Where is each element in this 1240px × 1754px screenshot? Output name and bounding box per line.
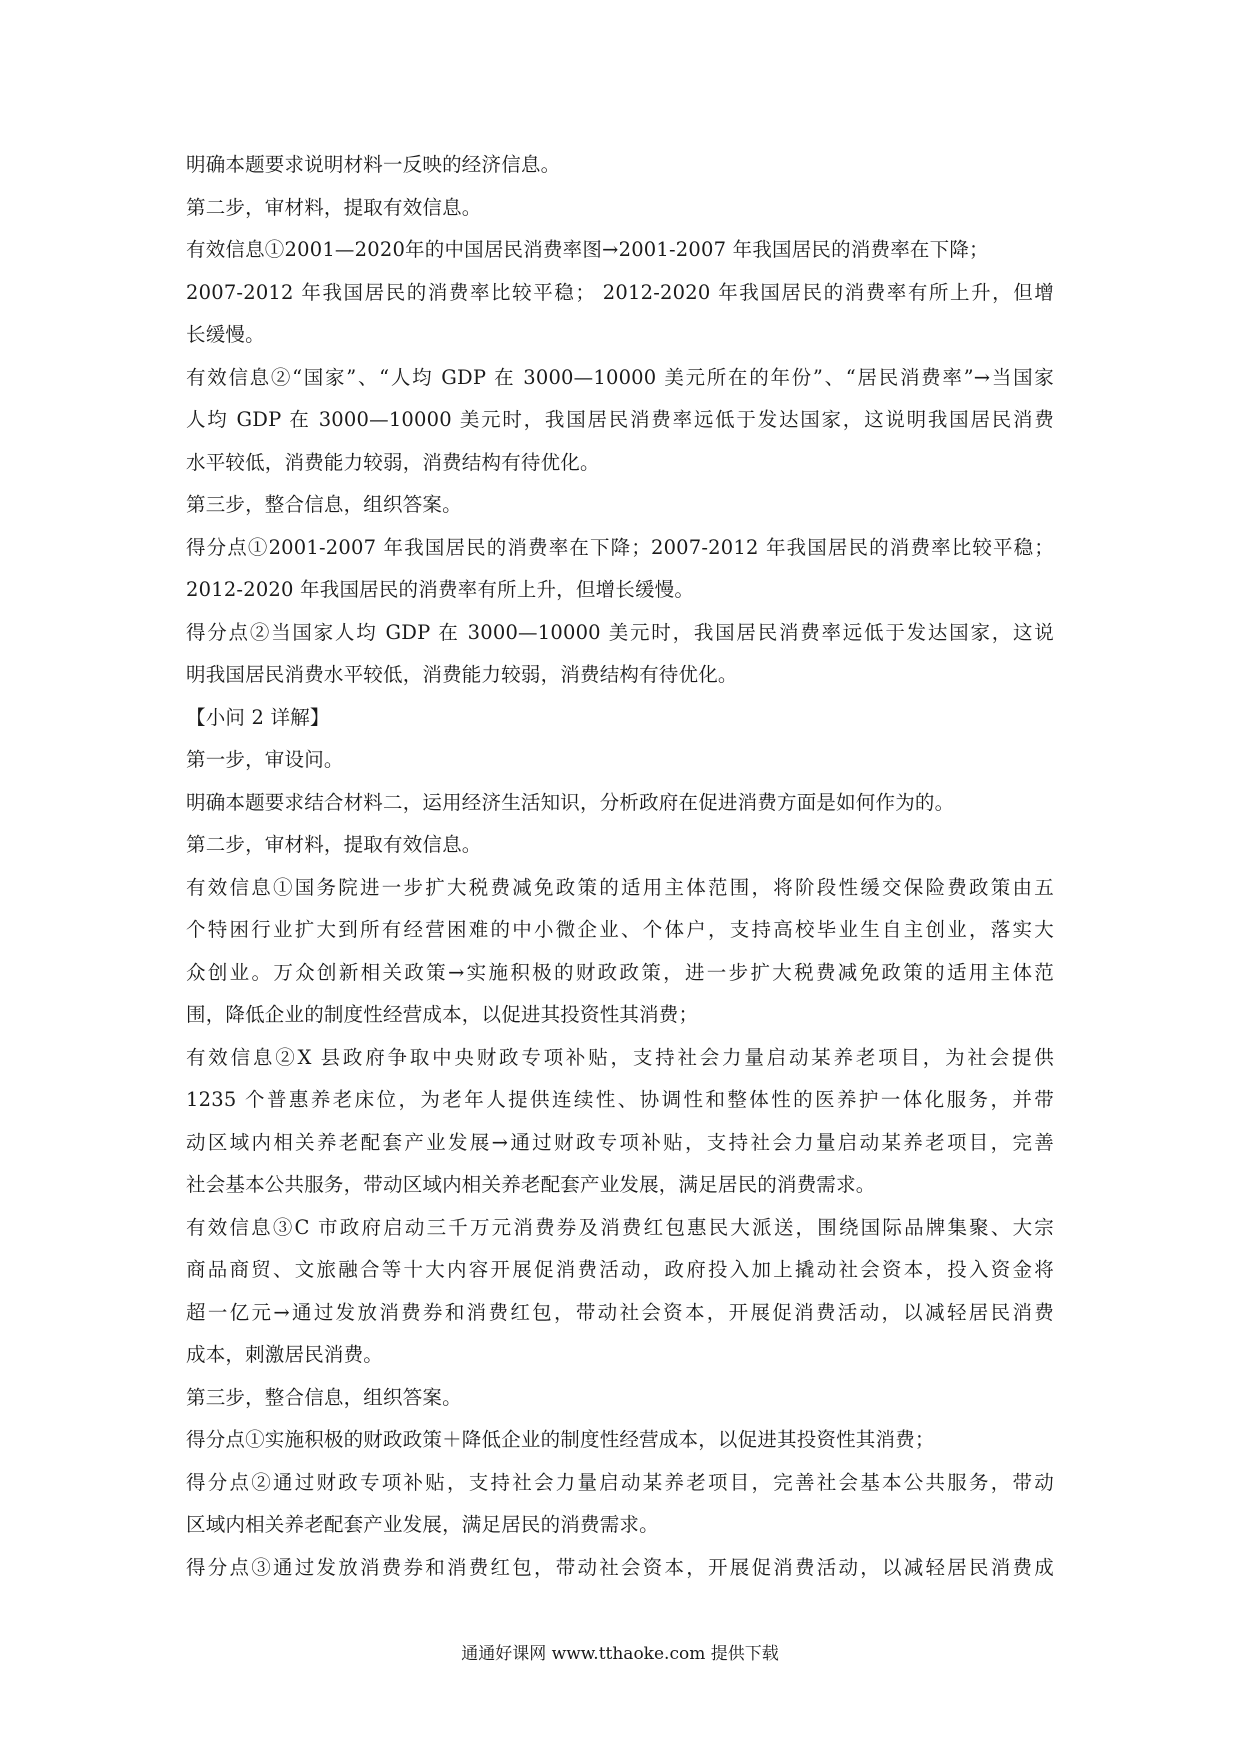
text-line: 第二步，审材料，提取有效信息。 <box>186 833 482 856</box>
text-line: 明确本题要求结合材料二，运用经济生活知识，分析政府在促进消费方面是如何作为的。 <box>186 790 955 814</box>
text-line: 第三步，整合信息，组织答案。 <box>186 1385 462 1409</box>
text-line: 超一亿元→通过发放消费券和消费红包，带动社会资本，开展促消费活动，以减轻居民消费 <box>186 1300 1054 1324</box>
text-line: 2012-2020 年我国居民的消费率有所上升，但增长缓慢。 <box>186 578 695 601</box>
text-line: 有效信息③C 市政府启动三千万元消费券及消费红包惠民大派送，围绕国际品牌集聚、大宗 <box>186 1215 1054 1239</box>
text-line: 明我国居民消费水平较低，消费能力较弱，消费结构有待优化。 <box>186 663 738 686</box>
text-line: 人均 GDP 在 3000—10000 美元时，我国居民消费率远低于发达国家，这说明我国居民消费 <box>186 408 1054 431</box>
text-line: 商品商贸、文旅融合等十大内容开展促消费活动，政府投入加上撬动社会资本，投入资金将 <box>186 1258 1054 1281</box>
text-line: 区域内相关养老配套产业发展，满足居民的消费需求。 <box>186 1513 659 1536</box>
text-line: 长缓慢。 <box>186 323 265 346</box>
text-line: 个特困行业扩大到所有经营困难的中小微企业、个体户，支持高校毕业生自主创业，落实大 <box>186 918 1054 941</box>
text-line: 2007-2012 年我国居民的消费率比较平稳； 2012-2020 年我国居民的消费率有所上升，但增 <box>186 280 1054 304</box>
page-footer: 通通好课网 www.tthaoke.com 提供下载 <box>461 1644 779 1664</box>
text-line: 有效信息①国务院进一步扩大税费减免政策的适用主体范围，将阶段性缓交保险费政策由五 <box>186 875 1054 899</box>
text-line: 众创业。万众创新相关政策→实施积极的财政政策，进一步扩大税费减免政策的适用主体范 <box>186 960 1054 984</box>
text-line: 1235 个普惠养老床位，为老年人提供连续性、协调性和整体性的医养护一体化服务，并带 <box>186 1088 1054 1111</box>
text-line: 明确本题要求说明材料一反映的经济信息。 <box>186 153 561 176</box>
text-line: 第一步，审设问。 <box>186 748 344 771</box>
text-line: 得分点①2001-2007 年我国居民的消费率在下降；2007-2012 年我国居民的消费率比较平稳； <box>186 535 1054 559</box>
text-line: 社会基本公共服务，带动区域内相关养老配套产业发展，满足居民的消费需求。 <box>186 1173 876 1196</box>
text-line: 围，降低企业的制度性经营成本，以促进其投资性其消费； <box>186 1003 699 1026</box>
document-body <box>186 144 1054 1589</box>
text-line: 第二步，审材料，提取有效信息。 <box>186 195 482 219</box>
text-line: 得分点③通过发放消费券和消费红包，带动社会资本，开展促消费活动，以减轻居民消费成 <box>186 1555 1054 1579</box>
text-line: 水平较低，消费能力较弱，消费结构有待优化。 <box>186 450 600 474</box>
text-line: 【小问 2 详解】 <box>186 705 330 729</box>
text-line: 有效信息②X 县政府争取中央财政专项补贴，支持社会力量启动某养老项目，为社会提供 <box>186 1045 1054 1069</box>
text-line: 得分点②当国家人均 GDP 在 3000—10000 美元时，我国居民消费率远低于发达国家，这说 <box>186 620 1054 644</box>
text-line: 成本，刺激居民消费。 <box>186 1343 384 1366</box>
text-line: 第三步，整合信息，组织答案。 <box>186 493 462 516</box>
text-line: 动区域内相关养老配套产业发展→通过财政专项补贴，支持社会力量启动某养老项目，完善 <box>186 1130 1054 1154</box>
text-line: 有效信息①2001—2020年的中国居民消费率图→2001-2007 年我国居民的消费率在下降； <box>186 238 989 261</box>
text-line: 有效信息②“国家”、“人均 GDP 在 3000—10000 美元所在的年份”、“居民消费率”→当国家 <box>186 365 1054 389</box>
text-line: 得分点①实施积极的财政政策＋降低企业的制度性经营成本，以促进其投资性其消费； <box>186 1428 935 1451</box>
text-line: 得分点②通过财政专项补贴，支持社会力量启动某养老项目，完善社会基本公共服务，带动 <box>186 1470 1054 1494</box>
